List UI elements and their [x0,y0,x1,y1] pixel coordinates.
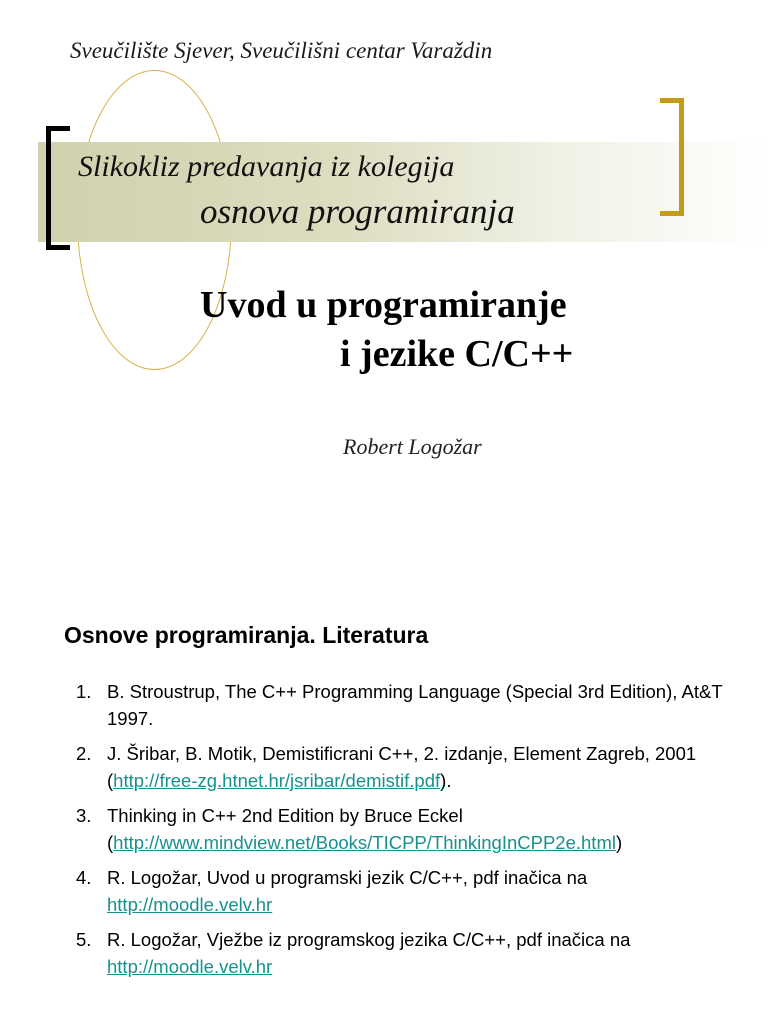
list-item [64,864,744,918]
literature-heading: Osnove programiranja. Literatura [64,622,429,648]
list-item [64,678,744,732]
slide-title-line1: Uvod u programiranje [200,284,567,326]
moodle-link[interactable]: http://moodle.velv.hr [107,956,273,977]
literature-list [64,678,744,988]
item-number: 2. [76,743,92,764]
list-item [64,802,744,856]
item-text-suffix: ). [440,770,452,791]
institution-header: Sveučilište Sjever, Sveučilišni centar Varaždin [70,38,493,63]
item-text: R. Logožar, Vježbe iz programskog jezika C/C++, pdf inačica na [107,929,631,950]
mindview-link[interactable]: http://www.mindview.net/Books/TICPP/ThinkingInCPP2e.html [113,832,616,853]
slide-title-line2: i jezike C/C++ [340,333,574,375]
item-number: 1. [76,681,92,702]
right-bracket-decoration [660,98,684,216]
literature-slide [0,590,768,1024]
item-text-suffix: ) [615,832,623,853]
demistif-pdf-link[interactable]: http://free-zg.htnet.hr/jsribar/demistif.pdf [113,770,441,791]
item-text: R. Logožar, Uvod u programski jezik C/C++, pdf inačica na [107,867,588,888]
item-number: 4. [76,867,92,888]
item-text: Thinking in C++ 2nd Edition by Bruce Eckel ( [107,805,463,853]
list-item [64,740,744,794]
course-subtitle-line2: osnova programiranja [200,192,515,231]
item-text: J. Šribar, B. Motik, Demistificrani C++, 2. izdanje, Element Zagreb, 2001 ( [107,743,697,791]
item-text: B. Stroustrup, The C++ Programming Language (Special 3rd Edition), At&T 1997. [107,681,723,729]
item-number: 3. [76,805,92,826]
moodle-link[interactable]: http://moodle.velv.hr [107,894,273,915]
author-name: Robert Logožar [343,434,482,459]
list-item [64,926,744,980]
item-number: 5. [76,929,92,950]
course-subtitle-line1: Slikokliz predavanja iz kolegija [78,150,455,183]
left-bracket-decoration [46,126,70,250]
